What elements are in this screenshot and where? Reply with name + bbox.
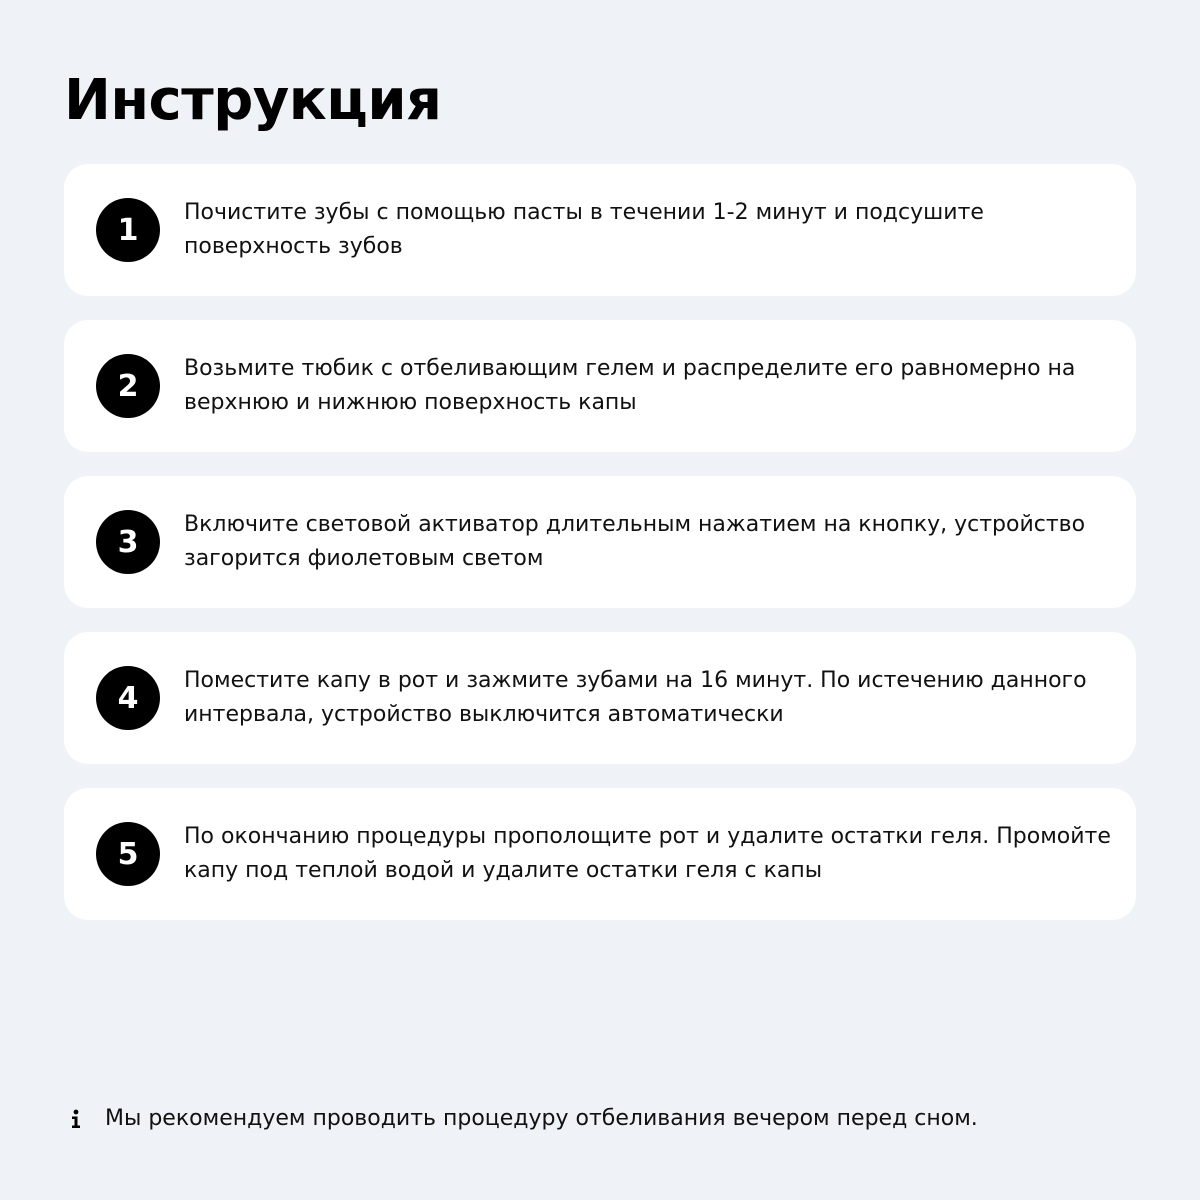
step-text: Поместите капу в рот и зажмите зубами на 16 минут. По истечению данного интервала, устройство выключится автоматически <box>184 668 1087 727</box>
footnote-text: Мы рекомендуем проводить процедуру отбеливания вечером перед сном. <box>105 1106 978 1131</box>
footnote <box>64 1103 978 1135</box>
page-title: Инструкция <box>64 68 442 133</box>
step-card-2 <box>64 320 1136 452</box>
step-number-badge: 5 <box>96 822 160 886</box>
step-text: Включите световой активатор длительным нажатием на кнопку, устройство загорится фиолетовым светом <box>184 512 1086 571</box>
step-number-badge: 4 <box>96 666 160 730</box>
info-icon <box>64 1103 88 1135</box>
step-number-badge: 1 <box>96 198 160 262</box>
step-card-1 <box>64 164 1136 296</box>
step-text: Почистите зубы с помощью пасты в течении 1-2 минут и подсушите поверхность зубов <box>184 200 984 259</box>
step-text: Возьмите тюбик с отбеливающим гелем и распределите его равномерно на верхнюю и нижнюю поверхность капы <box>184 356 1076 415</box>
step-number-badge: 3 <box>96 510 160 574</box>
step-card-5 <box>64 788 1136 920</box>
step-card-4 <box>64 632 1136 764</box>
steps-list <box>64 164 1136 944</box>
step-number-badge: 2 <box>96 354 160 418</box>
step-card-3 <box>64 476 1136 608</box>
step-text: По окончанию процедуры прополощите рот и удалите остатки геля. Промойте капу под теплой водой и удалите остатки геля с капы <box>184 824 1111 883</box>
